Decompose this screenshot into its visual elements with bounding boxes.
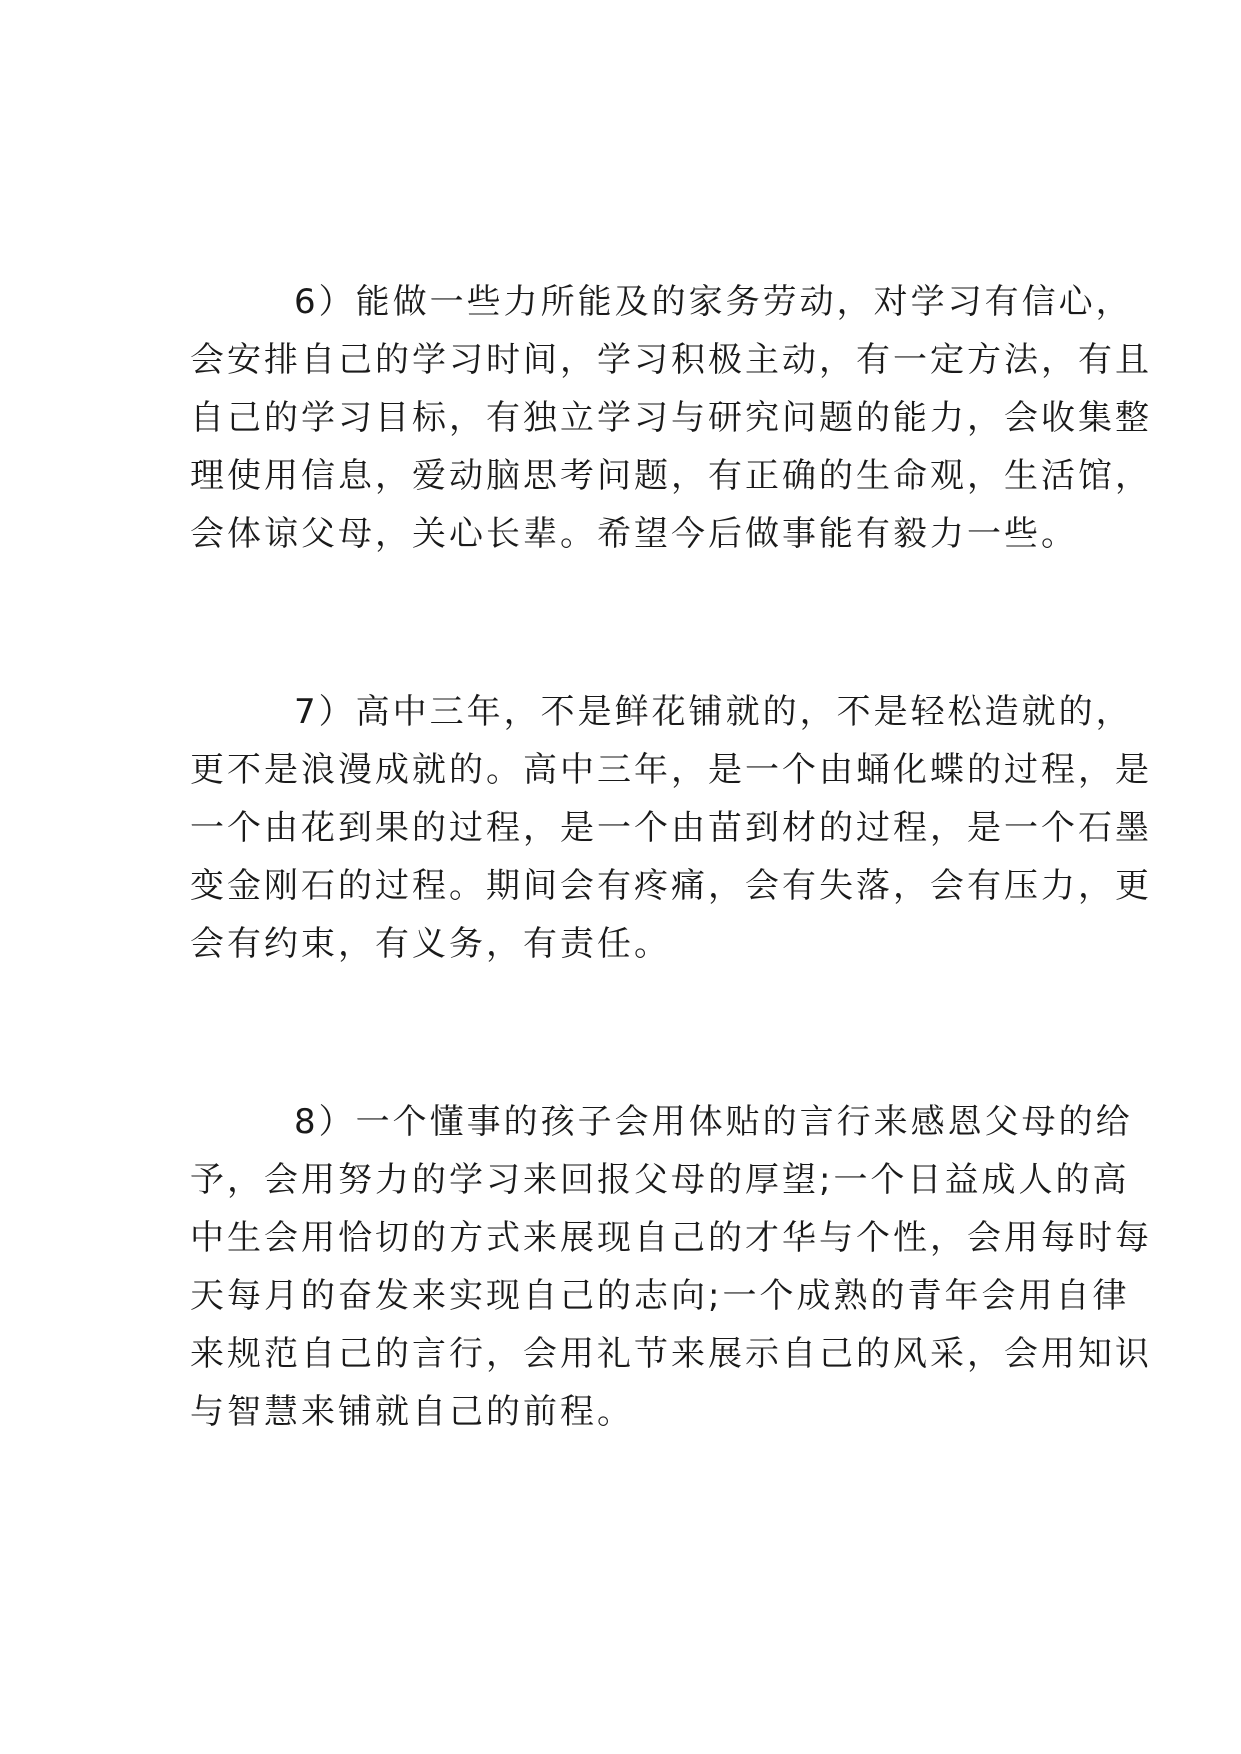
paragraph-line: 会有约束，有义务，有责任。: [190, 924, 671, 964]
paragraph-8: [190, 1093, 1152, 1441]
paragraph-line: 中生会用恰切的方式来展现自己的才华与个性，会用每时每: [190, 1218, 1152, 1258]
paragraph-line: 会体谅父母，关心长辈。希望今后做事能有毅力一些。: [190, 514, 1078, 554]
paragraph-line: 来规范自己的言行，会用礼节来展示自己的风采，会用知识: [190, 1334, 1152, 1374]
paragraph-line: 一个由花到果的过程，是一个由苗到材的过程，是一个石墨: [190, 808, 1152, 848]
paragraph-6: [190, 273, 1152, 563]
paragraph-line: 理使用信息，爱动脑思考问题，有正确的生命观，生活馆，: [190, 456, 1152, 496]
paragraph-line: 自己的学习目标，有独立学习与研究问题的能力，会收集整: [190, 398, 1152, 438]
paragraph-line: 更不是浪漫成就的。高中三年，是一个由蛹化蝶的过程，是: [190, 750, 1152, 790]
paragraph-line: 天每月的奋发来实现自己的志向;一个成熟的青年会用自律: [190, 1276, 1130, 1316]
paragraph-line: 6）能做一些力所能及的家务劳动，对学习有信心，: [294, 282, 1133, 322]
paragraph-line: 7）高中三年，不是鲜花铺就的，不是轻松造就的，: [294, 692, 1133, 732]
paragraph-line: 会安排自己的学习时间，学习积极主动，有一定方法，有且: [190, 340, 1152, 380]
paragraph-7: [190, 683, 1152, 973]
paragraph-line: 8）一个懂事的孩子会用体贴的言行来感恩父母的给: [294, 1102, 1133, 1142]
paragraph-line: 变金刚石的过程。期间会有疼痛，会有失落，会有压力，更: [190, 866, 1152, 906]
paragraph-line: 与智慧来铺就自己的前程。: [190, 1392, 634, 1432]
paragraph-line: 予，会用努力的学习来回报父母的厚望;一个日益成人的高: [190, 1160, 1130, 1200]
